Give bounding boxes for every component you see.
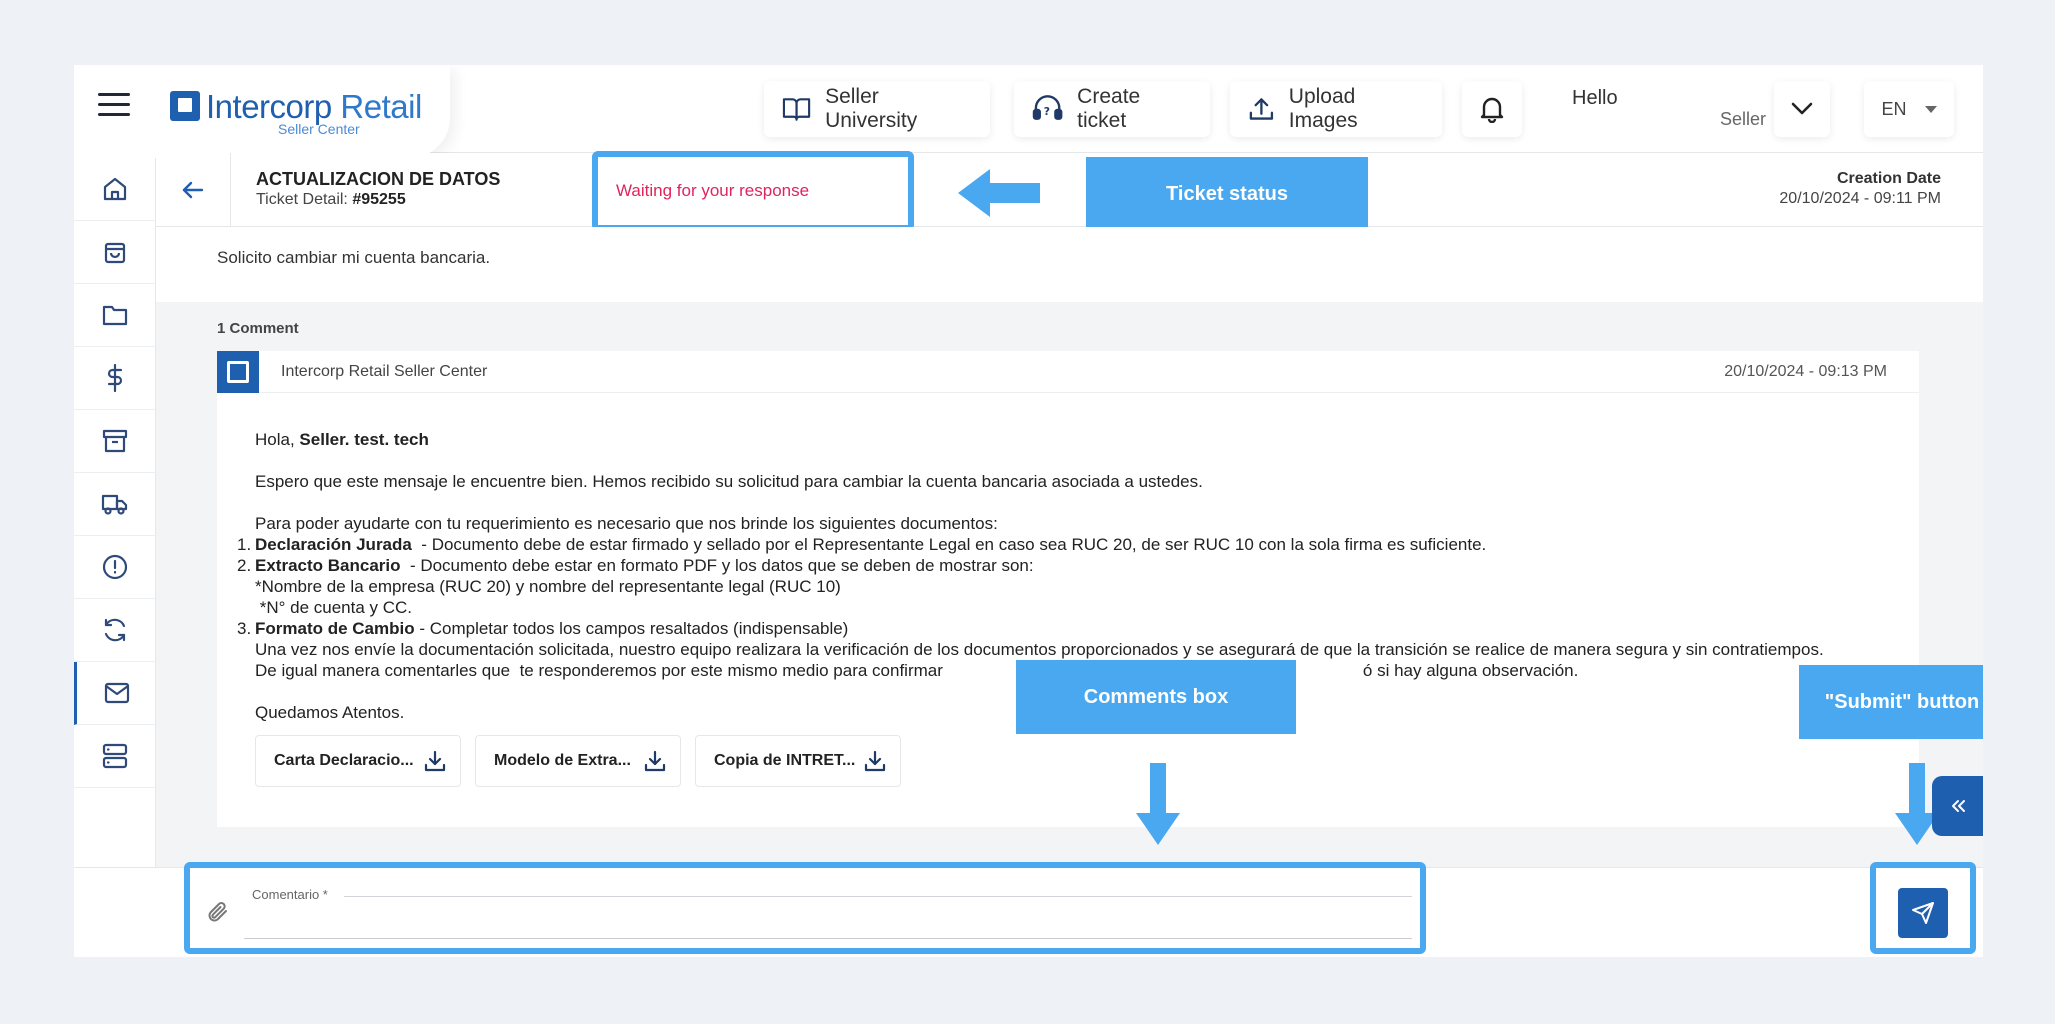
send-icon [1911,901,1935,925]
ticket-detail-content [156,153,1983,957]
comment-closing: Quedamos Atentos. [255,703,405,722]
notifications-button[interactable] [1462,81,1522,137]
headset-help-icon [1032,94,1063,124]
list-item: 1. Declaración Jurada - Documento debe de estar firmado y sellado por el Representante Legal en caso sea RUC 20, de ser RUC 10 con la sola firma es suficiente. [237,535,1487,554]
truck-icon [101,492,129,516]
list-subitem: *N° de cuenta y CC. [255,598,413,617]
ticket-detail-line [256,191,406,209]
sidebar-item-files[interactable] [74,284,156,347]
comment-greeting: Hola, Seller. test. tech [255,430,429,449]
shopping-bag-icon [102,239,128,265]
brand-name-light: Retail [340,88,422,125]
comment-paragraph: Una vez nos envíe la documentación solicitada, nuestro equipo realizara la verificación de los documentos proporcionados y se asegurará de que la transición se realice de manera segura y sin contratiempos. [255,640,1824,659]
comment-field-label: Comentario * [252,887,328,902]
comment-input[interactable] [252,907,1402,935]
comments-box-callout: Comments box [1016,660,1296,734]
brand-name: Intercorp [206,88,332,125]
brand-logo[interactable] [170,89,422,125]
create-ticket-button[interactable] [1014,81,1210,137]
comment-field [244,887,1412,939]
comment-paragraph: De igual manera comentarles que te responderemos por este mismo medio para confirmar ó si hay alguna observación. [255,661,1579,680]
attachment-download-button[interactable]: Modelo de Extra... [475,735,681,787]
user-name: Seller [1720,109,1767,129]
app-window [74,65,1983,957]
ticket-status: Waiting for your response [616,181,810,200]
download-icon [424,750,446,772]
sidebar-item-integrations[interactable] [74,725,156,788]
user-menu-button[interactable] [1774,81,1830,137]
paperclip-icon[interactable] [206,900,230,924]
upload-icon [1248,95,1275,123]
archive-icon [102,429,128,453]
chevrons-left-icon [1950,798,1966,814]
logo-mark-icon [170,91,200,121]
download-icon [644,750,666,772]
attachments-list [255,735,915,787]
dollar-icon [105,364,125,392]
create-ticket-label: Create ticket [1077,85,1141,132]
book-open-icon [782,96,811,122]
collapse-panel-button[interactable] [1932,776,1983,836]
alert-circle-icon [102,554,128,580]
sidebar-item-returns[interactable] [74,599,156,662]
attachment-download-button[interactable]: Copia de INTRET... [695,735,901,787]
back-button[interactable] [156,153,231,227]
ticket-status-highlight [592,151,914,231]
comment-date: 20/10/2024 - 09:13 PM [1724,363,1887,380]
sidebar-item-tickets[interactable] [74,662,156,725]
download-icon [864,750,886,772]
home-icon [102,176,128,202]
sidebar [74,158,156,957]
ticket-detail-label: Ticket Detail: [256,191,353,208]
svg-text:?: ? [1043,104,1050,118]
brand-subtitle: Seller Center [278,121,360,137]
comment-card [217,351,1919,827]
ticket-id: #95255 [352,191,406,208]
greeting-text: Hello [1572,87,1618,109]
list-subitem: *Nombre de la empresa (RUC 20) y nombre del representante legal (RUC 10) [255,577,841,596]
annotation-arrow-left [956,167,1040,219]
comment-paragraph: Espero que este mensaje le encuentre bien. Hemos recibido su solicitud para cambiar la cuenta bancaria asociada a ustedes. [255,472,1203,491]
avatar [217,351,259,393]
language-value: EN [1881,98,1907,119]
sidebar-item-inventory[interactable] [74,410,156,473]
bell-icon [1479,95,1505,123]
sidebar-item-home[interactable] [74,158,156,221]
ticket-description: Solicito cambiar mi cuenta bancaria. [156,227,1983,302]
hamburger-menu-icon[interactable] [98,93,130,117]
mail-icon [104,682,130,704]
language-select[interactable] [1864,81,1954,137]
recipient-name: Seller. test. tech [299,430,429,449]
chevron-down-icon [1791,102,1813,116]
list-item: 2. Extracto Bancario - Documento debe estar en formato PDF y los datos que se deben de mostrar son: *Nombre de la empresa (RUC 20) y nombre del representante legal (RUC 10) *N° de cuenta y CC. [255,555,1875,618]
folder-icon [102,303,128,327]
sidebar-item-finance[interactable] [74,347,156,410]
arrow-left-icon [182,181,204,199]
seller-university-label: Seller University [825,85,918,132]
ticket-title: ACTUALIZACION DE DATOS [256,169,501,189]
upload-images-label: Upload Images [1288,85,1358,132]
creation-date-value: 20/10/2024 - 09:11 PM [1779,190,1941,207]
comment-count: 1 Comment [217,320,299,337]
sidebar-item-alerts[interactable] [74,536,156,599]
creation-date-label: Creation Date [1836,170,1941,187]
sidebar-item-orders[interactable] [74,221,156,284]
attachment-download-button[interactable]: Carta Declaracio... [255,735,461,787]
comment-header [217,351,1919,393]
document-list [237,534,1875,639]
caret-down-icon [1925,106,1937,113]
comment-paragraph: Para poder ayudarte con tu requerimiento es necesario que nos brinde los siguientes documentos: [255,514,998,533]
ticket-header [156,153,1983,227]
submit-button[interactable] [1898,888,1948,938]
seller-university-button[interactable] [764,81,990,137]
annotation-arrow-down [1134,763,1182,845]
ticket-status-callout: Ticket status [1086,157,1368,231]
refresh-icon [102,617,128,643]
list-item: 3. Formato de Cambio - Completar todos los campos resaltados (indispensable) [237,619,849,638]
submit-button-callout: "Submit" button [1799,665,1983,739]
sidebar-item-shipping[interactable] [74,473,156,536]
upload-images-button[interactable] [1230,81,1442,137]
server-icon [102,743,128,769]
comment-author: Intercorp Retail Seller Center [281,363,488,380]
logo-tab [74,65,450,158]
